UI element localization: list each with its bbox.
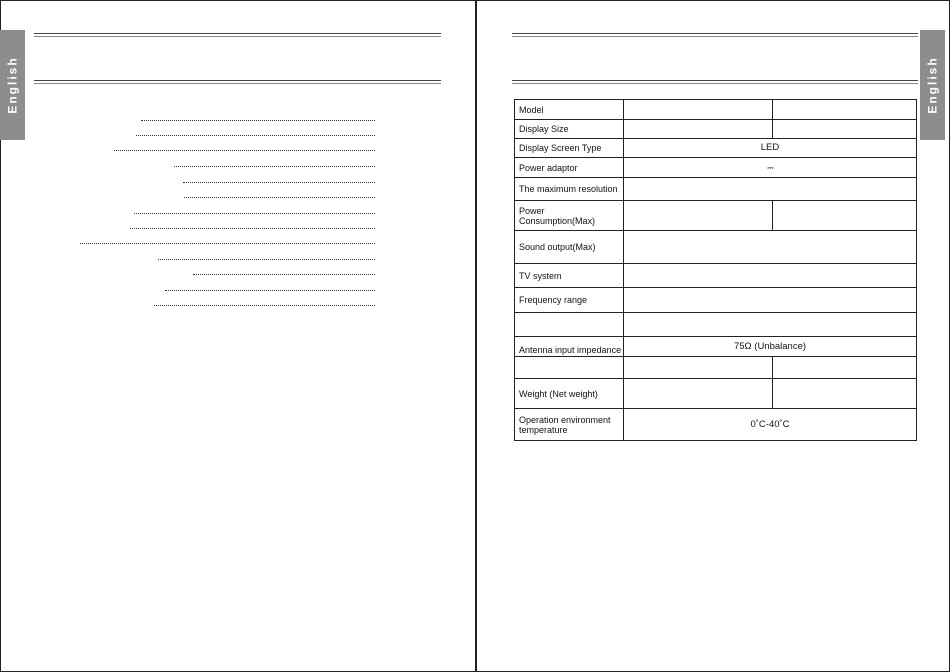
spec-value-cell — [624, 379, 773, 409]
spec-label-sound-output: Sound output(Max) — [515, 231, 624, 264]
toc-leader — [130, 228, 375, 229]
left-header-rule-bottom — [34, 80, 441, 81]
spec-label-empty — [515, 357, 624, 379]
language-tab-right — [920, 30, 945, 140]
specifications-table — [514, 99, 917, 441]
right-header-rule-top — [512, 33, 918, 34]
toc-leader — [154, 305, 375, 306]
dc-symbol-icon: ⎓ — [767, 162, 773, 172]
spec-row-sound-output — [515, 231, 917, 264]
spec-value-cell — [773, 100, 917, 120]
spec-row-display-screen-type — [515, 139, 917, 158]
toc-leader — [193, 274, 375, 275]
spec-label-tv-system: TV system — [515, 264, 624, 288]
toc-leader — [136, 135, 375, 136]
spec-label-power-consumption: Power Consumption(Max) — [515, 201, 624, 231]
left-header-rule-top-thin — [34, 36, 441, 37]
spec-value-cell — [773, 357, 917, 379]
left-header-rule-top — [34, 33, 441, 34]
toc-leader — [165, 290, 375, 291]
spec-label-operation-temp-line1: Operation environment — [519, 414, 611, 425]
language-tab-left — [0, 30, 25, 140]
spec-label-max-resolution: The maximum resolution — [515, 178, 624, 201]
spec-value-operation-temp: 0˚C-40˚C — [624, 409, 917, 441]
spec-value-cell — [624, 178, 917, 201]
right-header-rule-bottom — [512, 80, 918, 81]
spec-value-antenna-impedance: 75Ω (Unbalance) — [624, 337, 917, 357]
language-tab-right-label: English — [925, 56, 940, 114]
spec-label-operation-temp-line2: temperature — [519, 424, 568, 435]
toc-leader — [80, 243, 375, 244]
right-header-rule-top-thin — [512, 36, 918, 37]
spec-row-operation-temp — [515, 409, 917, 441]
spec-row-model — [515, 100, 917, 120]
spec-value-cell — [624, 201, 773, 231]
spec-value-power-adaptor — [624, 158, 917, 178]
toc-leader — [174, 166, 375, 167]
spec-row-max-resolution — [515, 178, 917, 201]
spec-value-cell — [624, 120, 773, 139]
spec-row-empty — [515, 313, 917, 337]
toc-leader — [184, 197, 375, 198]
spec-row-antenna-impedance — [515, 337, 917, 357]
toc-leader — [141, 120, 375, 121]
spec-row-tv-system — [515, 264, 917, 288]
spec-value-cell — [624, 231, 917, 264]
toc-leader — [183, 182, 375, 183]
spec-row-frequency-range — [515, 288, 917, 313]
spec-value-cell — [773, 120, 917, 139]
spec-value-display-screen-type: LED — [624, 139, 917, 158]
spec-row-power-consumption — [515, 201, 917, 231]
toc-leader — [158, 259, 375, 260]
spec-row-empty — [515, 357, 917, 379]
right-header-rule-bottom-thin — [512, 83, 918, 84]
spec-value-cell — [773, 379, 917, 409]
left-header-rule-bottom-thin — [34, 83, 441, 84]
spec-label-power-adaptor: Power adaptor — [515, 158, 624, 178]
toc-leader — [134, 213, 375, 214]
language-tab-left-label: English — [5, 56, 20, 114]
spec-value-cell — [624, 313, 917, 337]
spec-label-display-screen-type: Display Screen Type — [515, 139, 624, 158]
spec-label-operation-temp — [515, 409, 624, 441]
spec-label-empty — [515, 313, 624, 337]
toc-leader — [114, 150, 375, 151]
spec-label-model: Model — [515, 100, 624, 120]
spec-value-cell — [773, 201, 917, 231]
spec-value-cell — [624, 357, 773, 379]
spec-value-cell — [624, 264, 917, 288]
spec-label-frequency-range: Frequency range — [515, 288, 624, 313]
spec-row-power-adaptor — [515, 158, 917, 178]
spec-label-antenna-impedance: Antenna input impedance — [515, 337, 624, 357]
spec-value-cell — [624, 288, 917, 313]
spec-value-cell — [624, 100, 773, 120]
spec-row-weight — [515, 379, 917, 409]
spec-row-display-size — [515, 120, 917, 139]
spec-label-display-size: Display Size — [515, 120, 624, 139]
spec-label-weight: Weight (Net weight) — [515, 379, 624, 409]
